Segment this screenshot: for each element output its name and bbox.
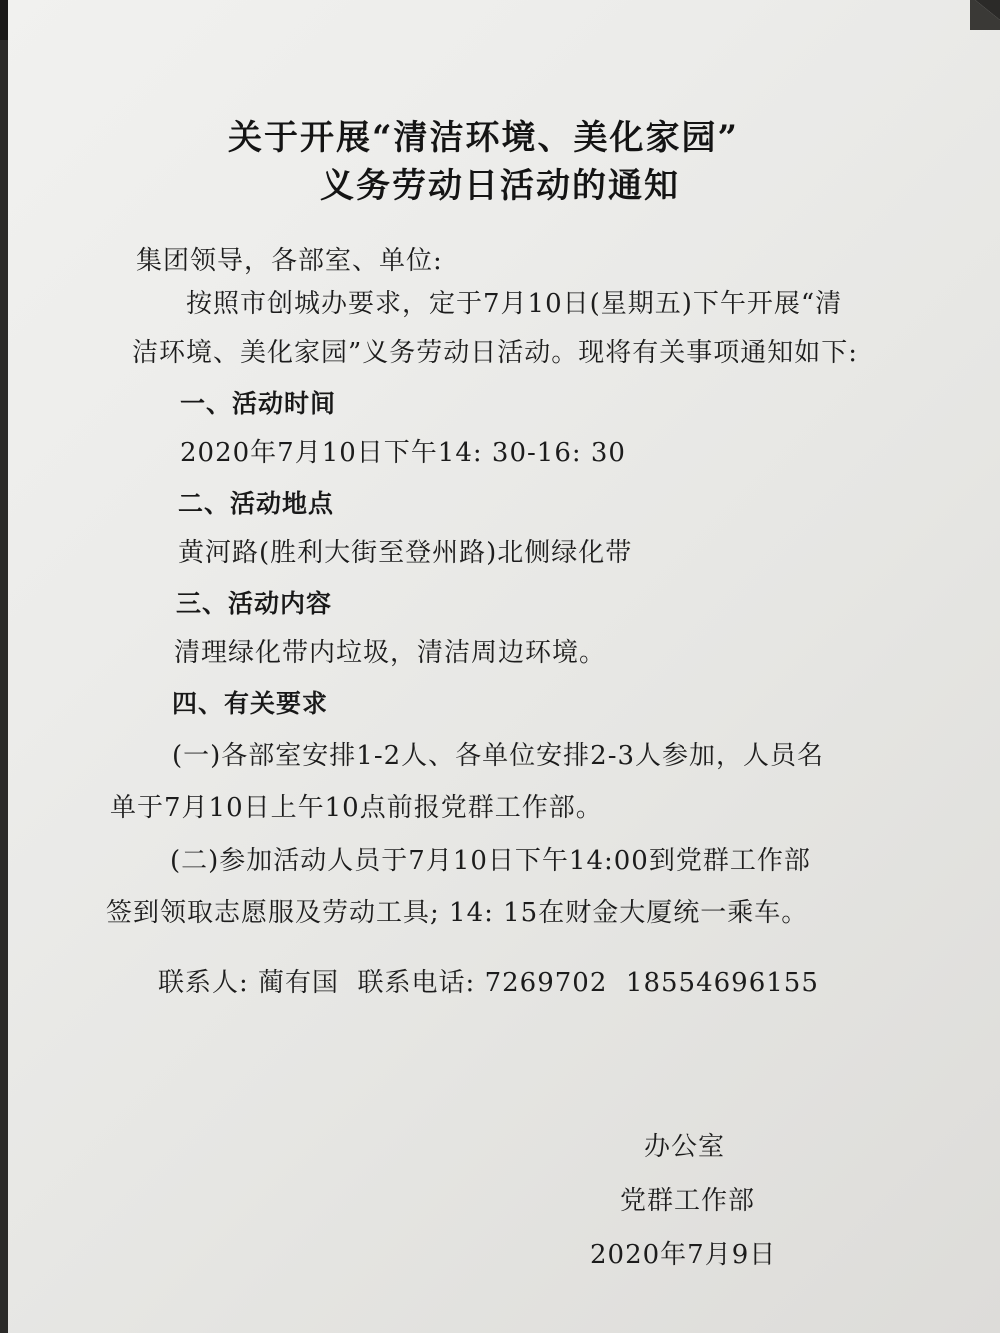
section-content-location: 黄河路(胜利大街至登州路)北侧绿化带	[178, 538, 633, 568]
signature-department: 党群工作部	[620, 1186, 756, 1216]
signature-office: 办公室	[644, 1132, 726, 1162]
section-content-content: 清理绿化带内垃圾，清洁周边环境。	[174, 638, 607, 668]
requirement-1-line1: (一)各部室安排1-2人、各单位安排2-3人参加，人员名	[172, 741, 825, 771]
notice-title-line1: 关于开展“清洁环境、美化家园”	[228, 118, 740, 158]
salutation: 集团领导，各部室、单位:	[136, 246, 443, 276]
notice-title-line2: 义务劳动日活动的通知	[320, 166, 680, 206]
intro-line1: 按照市创城办要求，定于7月10日(星期五)下午开展“清	[186, 289, 843, 319]
requirement-2-line2: 签到领取志愿服及劳动工具; 14: 15在财金大厦统一乘车。	[106, 898, 809, 928]
section-heading-requirements: 四、有关要求	[172, 689, 329, 718]
section-heading-content: 三、活动内容	[176, 589, 333, 618]
intro-line2: 洁环境、美化家园”义务劳动日活动。现将有关事项通知如下:	[132, 338, 859, 368]
requirement-1-line2: 单于7月10日上午10点前报党群工作部。	[110, 793, 603, 823]
contact-line: 联系人: 蔺有国 联系电话: 7269702 18554696155	[158, 968, 819, 998]
signature-date: 2020年7月9日	[590, 1240, 777, 1270]
section-content-time: 2020年7月10日下午14: 30-16: 30	[180, 438, 626, 468]
section-heading-location: 二、活动地点	[178, 489, 335, 518]
section-heading-time: 一、活动时间	[180, 389, 337, 418]
requirement-2-line1: (二)参加活动人员于7月10日下午14:00到党群工作部	[170, 846, 811, 876]
paper-corner-shadow	[970, 0, 1000, 30]
